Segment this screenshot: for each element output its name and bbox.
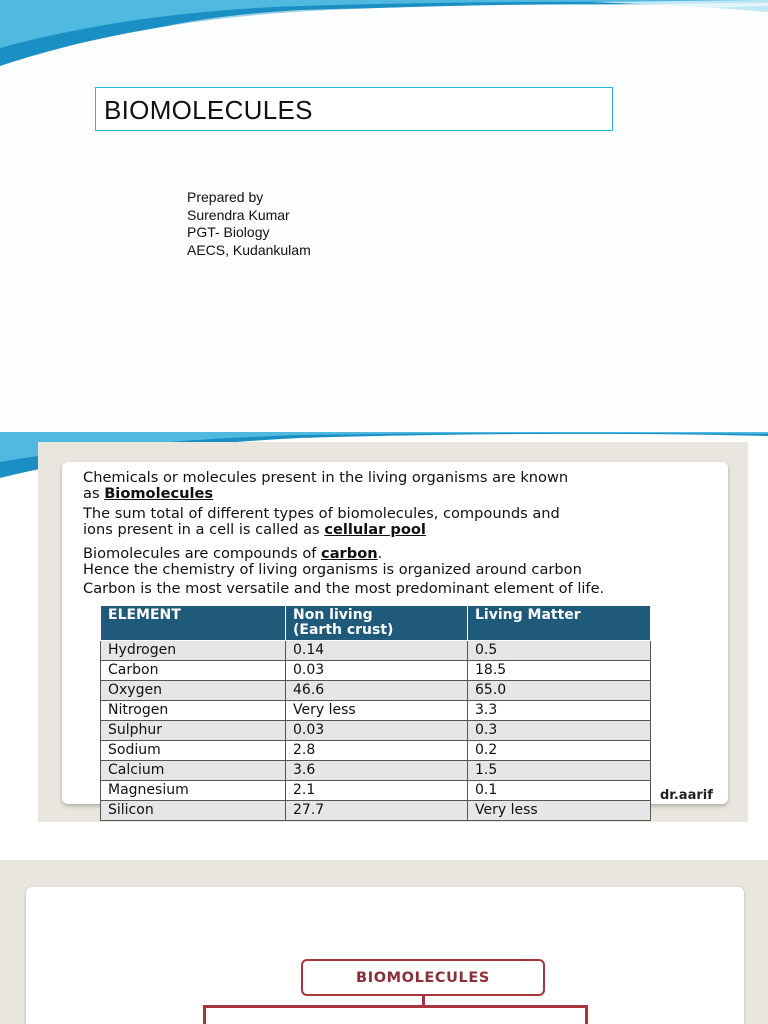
table-cell: 46.6 xyxy=(286,681,468,701)
paragraph-line: as Biomolecules xyxy=(83,485,214,502)
table-cell: Sodium xyxy=(101,741,286,761)
paragraph-line: The sum total of different types of biomolecules, compounds and xyxy=(83,505,560,522)
table-cell: Nitrogen xyxy=(101,701,286,721)
slide-biomolecules-chart xyxy=(0,860,768,1024)
table-cell: 27.7 xyxy=(286,801,468,821)
table-cell: 18.5 xyxy=(468,661,651,681)
term-carbon: carbon xyxy=(321,545,378,562)
paragraph-line: Chemicals or molecules present in the living organisms are known xyxy=(83,469,569,486)
column-header: Living Matter xyxy=(468,606,651,641)
table-row xyxy=(101,721,651,741)
table-row xyxy=(101,741,651,761)
header-wave-decoration xyxy=(0,0,768,70)
table-cell: Carbon xyxy=(101,661,286,681)
table-row xyxy=(101,641,651,661)
table-cell: 0.2 xyxy=(468,741,651,761)
table-cell: 3.3 xyxy=(468,701,651,721)
table-header-row xyxy=(101,606,651,641)
table-row xyxy=(101,701,651,721)
table-cell: 0.5 xyxy=(468,641,651,661)
paragraph-line: Biomolecules are compounds of carbon. xyxy=(83,545,383,562)
element-composition-table xyxy=(100,605,651,821)
table-cell: Silicon xyxy=(101,801,286,821)
table-cell: Very less xyxy=(286,701,468,721)
table-cell: 1.5 xyxy=(468,761,651,781)
connector-line xyxy=(585,1005,588,1024)
table-cell: 0.03 xyxy=(286,721,468,741)
author-line: PGT- Biology xyxy=(187,224,270,240)
author-info xyxy=(187,189,311,259)
table-cell: Sulphur xyxy=(101,721,286,741)
table-row xyxy=(101,761,651,781)
table-cell: 0.1 xyxy=(468,781,651,801)
slide-title xyxy=(0,0,768,432)
table-cell: 0.14 xyxy=(286,641,468,661)
connector-line xyxy=(203,1005,587,1008)
column-header: Non living (Earth crust) xyxy=(286,606,468,641)
column-header: ELEMENT xyxy=(101,606,286,641)
content-card xyxy=(26,887,744,1024)
paragraph-line: ions present in a cell is called as cellular pool xyxy=(83,521,426,538)
table-row xyxy=(101,681,651,701)
paragraph-line: Carbon is the most versatile and the most predominant element of life. xyxy=(83,580,605,597)
table-cell: 2.8 xyxy=(286,741,468,761)
table-cell: 0.3 xyxy=(468,721,651,741)
table-row xyxy=(101,661,651,681)
table-cell: 3.6 xyxy=(286,761,468,781)
table-cell: 65.0 xyxy=(468,681,651,701)
slide-title-box xyxy=(95,87,613,131)
table-cell: Magnesium xyxy=(101,781,286,801)
slide-biomolecules-info xyxy=(0,432,768,860)
table-cell: 0.03 xyxy=(286,661,468,681)
slide-title-text: BIOMOLECULES xyxy=(104,95,313,125)
term-biomolecules: Biomolecules xyxy=(104,485,214,502)
paragraph-line: Hence the chemistry of living organisms is organized around carbon xyxy=(83,561,582,578)
table-cell: 2.1 xyxy=(286,781,468,801)
author-line: Prepared by xyxy=(187,189,264,205)
term-cellular-pool: cellular pool xyxy=(324,521,426,538)
table-cell: Very less xyxy=(468,801,651,821)
flowchart-root-box xyxy=(301,959,545,996)
table-cell: Oxygen xyxy=(101,681,286,701)
author-line: Surendra Kumar xyxy=(187,206,290,223)
table-cell: Hydrogen xyxy=(101,641,286,661)
table-cell: Calcium xyxy=(101,761,286,781)
author-line: AECS, Kudankulam xyxy=(187,241,311,258)
table-row xyxy=(101,801,651,821)
watermark: dr.aarif xyxy=(660,788,713,803)
table-row xyxy=(101,781,651,801)
connector-line xyxy=(203,1005,206,1024)
flowchart-root-label: BIOMOLECULES xyxy=(356,970,490,986)
